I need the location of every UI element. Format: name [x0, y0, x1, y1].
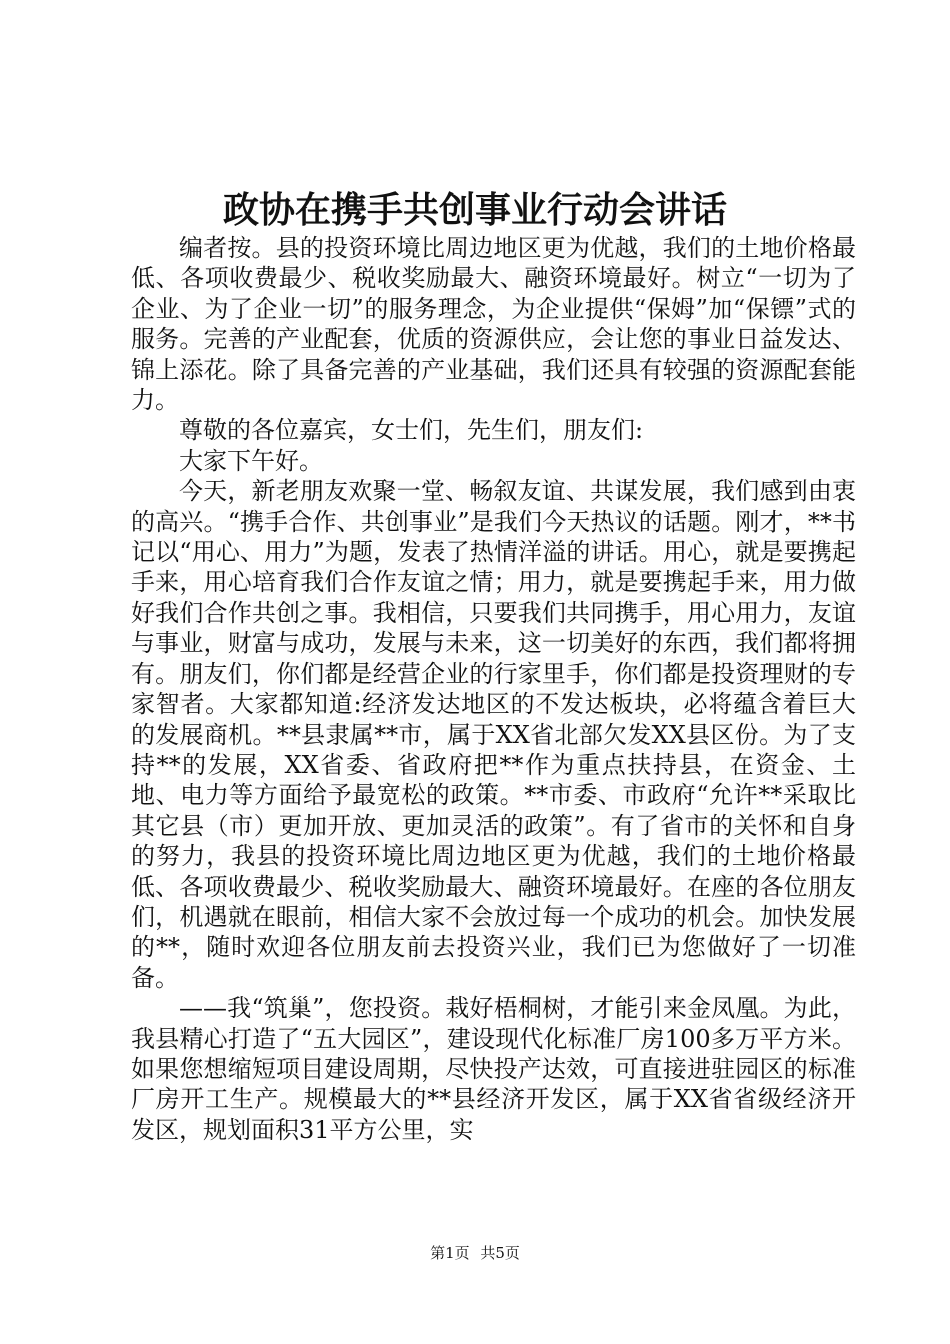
paragraph-editor-note: 编者按。县的投资环境比周边地区更为优越，我们的土地价格最低、各项收费最少、税收奖励最大、融资环境最好。树立“一切为了企业、为了企业一切”的服务理念，为企业提供“保姆”加“保镖”式的服务。完善的产业配套，优质的资源供应，会让您的事业日益发达、锦上添花。除了具备完善的产业基础，我们还具有较强的资源配套能力。: [131, 234, 856, 415]
paragraph-greeting: 大家下午好。: [179, 446, 323, 475]
page-total: 共5页: [480, 1244, 520, 1262]
document-body: [131, 233, 856, 1145]
paragraph-main: 今天，新老朋友欢聚一堂、畅叙友谊、共谋发展，我们感到由衷的高兴。“携手合作、共创事业”是我们今天热议的话题。刚才，**书记以“用心、用力”为题，发表了热情洋溢的讲话。用心，就是要携起手来，用心培育我们合作友谊之情；用力，就是要携起手来，用力做好我们合作共创之事。我相信，只要我们共同携手，用心用力，友谊与事业，财富与成功，发展与未来，这一切美好的东西，我们都将拥有。朋友们，你们都是经营企业的行家里手，你们都是投资理财的专家智者。大家都知道:经济发达地区的不发达板块，必将蕴含着巨大的发展商机。**县隶属**市，属于XX省北部欠发XX县区份。为了支持**的发展，XX省委、省政府把**作为重点扶持县，在资金、土地、电力等方面给予最宽松的政策。**市委、市政府“允许**采取比其它县（市）更加开放、更加灵活的政策”。有了省市的关怀和自身的努力，我县的投资环境比周边地区更为优越，我们的土地价格最低、各项收费最少、税收奖励最大、融资环境最好。在座的各位朋友们，机遇就在眼前，相信大家不会放过每一个成功的机会。加快发展的**，随时欢迎各位朋友前去投资兴业，我们已为您做好了一切准备。: [131, 477, 856, 992]
page-number: 第1页: [430, 1244, 470, 1262]
document-title: 政协在携手共创事业行动会讲话: [222, 189, 727, 231]
paragraph-parks: ——我“筑巢”，您投资。栽好梧桐树，才能引来金凤凰。为此，我县精心打造了“五大园区”，建设现代化标准厂房100多万平方米。如果您想缩短项目建设周期，尽快投产达效，可直接进驻园区的标准厂房开工生产。规模最大的**县经济开发区，属于XX省省级经济开发区，规划面积31平方公里，实: [131, 994, 856, 1144]
page-footer: [0, 1243, 950, 1263]
paragraph-salutation: 尊敬的各位嘉宾，女士们，先生们，朋友们:: [179, 416, 644, 445]
